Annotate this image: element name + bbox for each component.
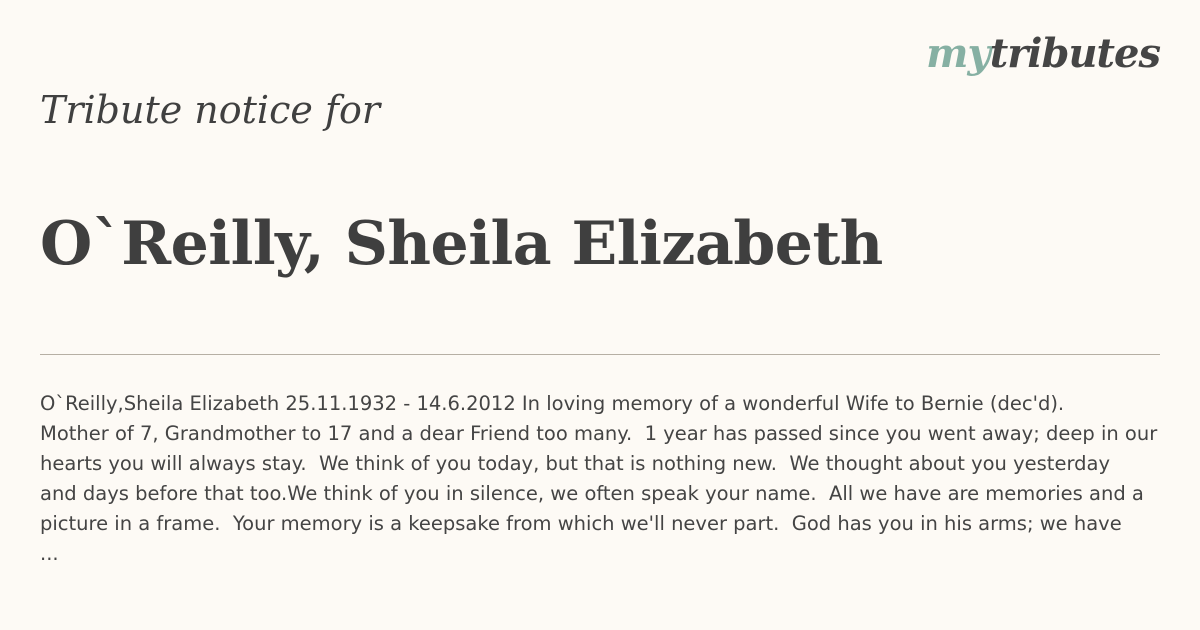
mytributes-logo[interactable] [926,30,1160,77]
tribute-kicker: Tribute notice for [40,88,381,132]
tribute-body-line: O`Reilly,Sheila Elizabeth 25.11.1932 - 14.6.2012 In loving memory of a wonderful Wife to Bernie (dec'd). [40,392,1065,415]
tribute-body-line: picture in a frame. Your memory is a keepsake from which we'll never part. God has you in his arms; we have [40,512,1122,535]
tribute-body-line: Mother of 7, Grandmother to 17 and a dear Friend too many. 1 year has passed since you went away; deep in our [40,422,1158,445]
section-divider [40,354,1160,355]
logo-tributes-text: tributes [989,30,1160,77]
tribute-body [40,389,1160,569]
tribute-body-line: hearts you will always stay. We think of you today, but that is nothing new. We thought about you yesterday [40,452,1110,475]
logo-my-text: my [926,30,990,77]
tribute-body-line: and days before that too.We think of you in silence, we often speak your name. All we have are memories and a [40,482,1144,505]
tribute-body-ellipsis: ... [40,542,59,565]
deceased-name-title: O`Reilly, Sheila Elizabeth [40,209,883,279]
